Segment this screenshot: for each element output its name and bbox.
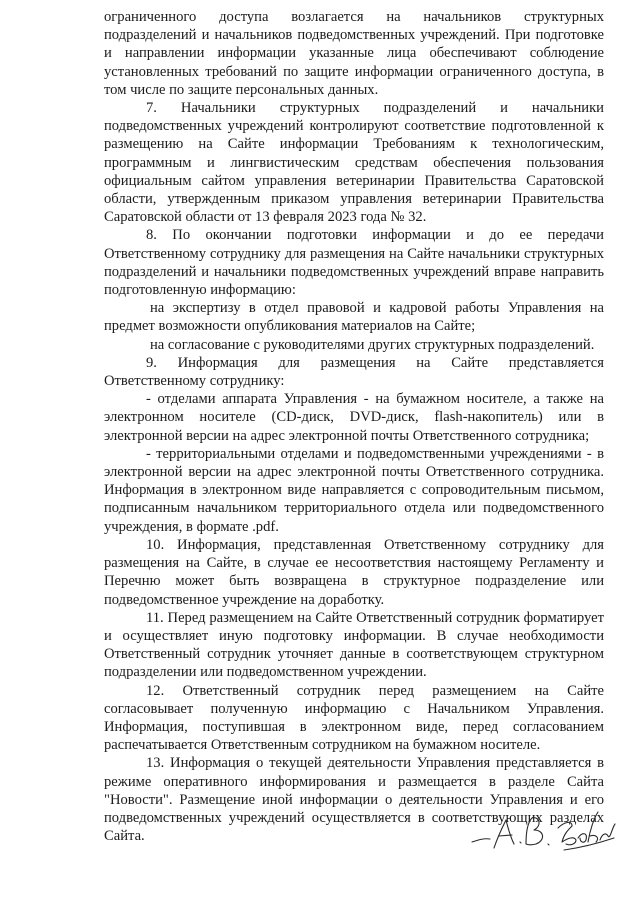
paragraph-11: 11. Перед размещением на Сайте Ответственный сотрудник форматирует и осуществляет иную подготовку информации. В случае необходимости Ответственный сотрудник уточняет данные в соответствующем структурном подразделении или подведомственном учреждении. (104, 609, 604, 681)
paragraph-6-continuation: ограниченного доступа возлагается на начальников структурных подразделений и начальников подведомственных учреждений. При подготовке и направлении информации указанные лица обеспечивают соблюдение установленных требований по защите информации ограниченного доступа, в том числе по защите персональных данных. (104, 9, 604, 98)
paragraph-9-item-territorial: - территориальными отделами и подведомственными учреждениями - в электронной версии на адрес электронной почты Ответственного сотрудника. Информация в электронном виде направляется с сопроводительным письмом, подписанным начальником территориального отдела или подведомственного учреждения, в формате .pdf. (104, 445, 604, 535)
paragraph-12: 12. Ответственный сотрудник перед размещением на Сайте согласовывает полученную информацию с Начальником Управления. Информация, поступившая в электронном виде, перед согласованием распечатывается Ответственным сотрудником на бумажном носителе. (104, 682, 604, 754)
paragraph-8: 8. По окончании подготовки информации и до ее передачи Ответственному сотруднику для размещения на Сайте начальники структурных подразделений и начальники подведомственных учреждений вправе направить подготовленную информацию: (104, 227, 604, 299)
paragraph-9: 9. Информация для размещения на Сайте представляется Ответственному сотруднику: (104, 354, 604, 390)
paragraph-8-item-expertise: на экспертизу в отдел правовой и кадровой работы Управления на предмет возможности опубликования материалов на Сайте; (104, 300, 604, 335)
document-page (104, 8, 604, 845)
paragraph-7: 7. Начальники структурных подразделений и начальники подведомственных учреждений контролируют соответствие подготовленной к размещению на Сайте информации Требованиям к технологическим, программным и лингвистическим средствам обеспечения пользования официальным сайтом управления ветеринарии Правительства Саратовской области, утвержденным приказом управления ветеринарии Правительства Саратовской области от 13 февраля 2023 года № 32. (104, 100, 604, 226)
paragraph-9-item-departments: - отделами аппарата Управления - на бумажном носителе, а также на электронном носителе (CD-диск, DVD-диск, flash-накопитель) или в электронной версии на адрес электронной почты Ответственного сотрудника; (104, 391, 604, 444)
paragraph-8-item-approval: на согласование с руководителями других структурных подразделений. (150, 336, 595, 353)
paragraph-13: 13. Информация о текущей деятельности Управления представляется в режиме оперативного информирования и размещается в разделе Сайта "Новости". Размещение иной информации о деятельности Управления и его подведомственных учреждений осуществляется в соответствующих разделах Сайта. (104, 755, 604, 845)
paragraph-10: 10. Информация, представленная Ответственному сотруднику для размещения на Сайте, в случае ее несоответствия настоящему Регламенту и Перечню может быть возвращена в структурное подразделение или подведомственное учреждение на доработку. (104, 536, 604, 608)
handwritten-signature (468, 798, 618, 858)
